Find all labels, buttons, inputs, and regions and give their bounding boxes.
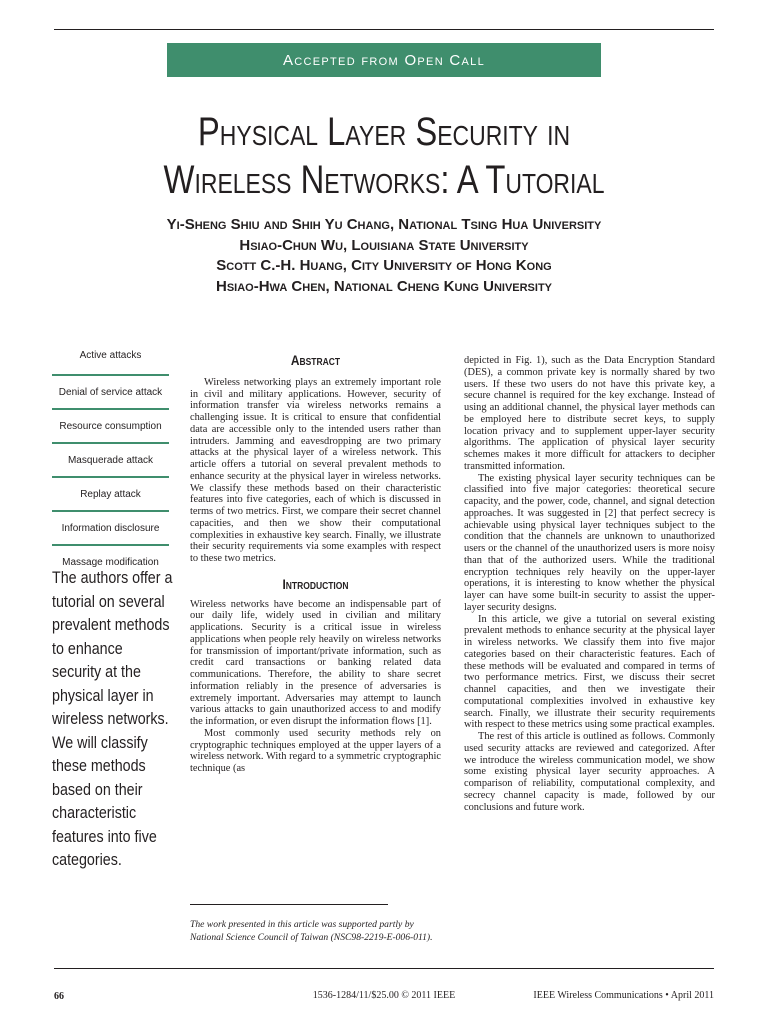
- pull-quote: The authors offer a tutorial on several prevalent methods to enhance security at the physical layer in wireless networks. We will classify these methods based on their characteristic features into five categories.: [52, 568, 173, 869]
- bottom-rule: [54, 968, 714, 969]
- section-banner: Accepted from Open Call: [167, 43, 601, 77]
- top-rule: [54, 29, 714, 30]
- abstract-heading: Abstract: [290, 352, 341, 368]
- title-line-1: Physical Layer Security in: [197, 110, 571, 154]
- attack-list: [52, 350, 169, 578]
- paragraph: In this article, we give a tutorial on several existing prevalent methods to enhance security at the physical layer in wireless networks. We classify them into five major categories based on their characteristic features. Each of these methods will be evaluated and compared in terms of two performance metrics. First, we discuss their secret channel capacities, and then we investigate their computational complexities involved in exhaustive key search. Finally, we illustrate their security requirements with respect to these metrics using some practical examples.: [464, 613, 715, 731]
- author-list: [40, 215, 728, 297]
- author-line: Yi-Sheng Shiu and Shih Yu Chang, National Tsing Hua University: [166, 216, 602, 233]
- paragraph: The existing physical layer security techniques can be classified into five major categories: theoretical secure capacity, and the power, code, channel, and signal detection approaches. It was suggested in [2] that perfect secrecy is achievable using physical layer techniques subject to the condition that the channels are unknown to unauthorized users or the channel of the unauthorized users is more noisy than that of the authorized users. While the traditional encryption techniques rely heavily on the upper-layer operations, it is interesting to know whether the physical layer can have some built-in security to assist the upper-layer security designs.: [464, 472, 715, 613]
- author-line: Hsiao-Chun Wu, Louisiana State University: [239, 236, 529, 254]
- footnote: The work presented in this article was supported partly by National Science Council of Taiwan (NSC98-2219-E-006-011).: [190, 919, 433, 943]
- footnote-rule: [190, 904, 388, 905]
- paragraph: depicted in Fig. 1), such as the Data Encryption Standard (DES), a common private key is normally shared by two users. If these two users do not have this private key, a secure channel is required for the key exchange. Instead of using an additional channel, the physical layer methods can be employed here to distribute secret keys, to supply location privacy and to supplement upper-layer security algorithms. The application of physical layer security schemes makes it more difficult for attackers to decipher transmitted information.: [464, 355, 715, 472]
- attack-item: Active attacks: [52, 350, 169, 376]
- article-title: [118, 108, 649, 204]
- attack-item: Massage modification: [62, 556, 159, 568]
- column-1: [190, 352, 441, 775]
- attack-item: Resource consumption: [52, 410, 169, 444]
- copyright: 1536-1284/11/$25.00 © 2011 IEEE: [312, 990, 456, 1001]
- attack-item: Masquerade attack: [52, 444, 169, 478]
- author-line: Hsiao-Hwa Chen, National Cheng Kung University: [215, 277, 553, 295]
- paragraph: Wireless networks have become an indispensable part of our daily life, widely used in civilian and military applications. Security is a critical issue in wireless applications when people rely heavily on wireless networks for transmission of important/private information, such as credit card transactions or banking related data communications. Therefore, the ability to share secret information reliably in the presence of adversaries is extremely important. Adversaries may attempt to launch various attacks to gain unauthorized access to and modify the information, or even disrupt the information flows [1].: [190, 598, 441, 727]
- author-line: Scott C.-H. Huang, City University of Hong Kong: [216, 257, 552, 274]
- column-2: [464, 355, 715, 813]
- journal-info: IEEE Wireless Communications • April 2011: [533, 990, 714, 1001]
- attack-item: Denial of service attack: [52, 376, 169, 410]
- abstract-text: Wireless networking plays an extremely important role in civil and military applications. However, security of information transfer via wireless networks remains a challenging issue. It is critical to ensure that confidential data are accessible only to the intended users rather than intruders. Jamming and eavesdropping are two primary attacks at the physical layer of a wireless network. This article offers a tutorial on several prevalent methods to enhance security at the physical layer in wireless networks. We classify these methods based on their characteristic features into five categories, each of which is discussed in terms of two metrics. First, we compare their secret channel capacities, and then we show their computational complexities in exhaustive key search. Finally, we illustrate their security requirements via some examples with respect to these two metrics.: [190, 376, 441, 564]
- title-line-2: Wireless Networks: A Tutorial: [163, 158, 605, 202]
- attack-item: Replay attack: [52, 478, 169, 512]
- paragraph: Most commonly used security methods rely on cryptographic techniques employed at the upper layers of a wireless network. With regard to a symmetric cryptographic technique (as: [190, 727, 441, 774]
- attack-item: Information disclosure: [52, 512, 169, 546]
- paragraph: The rest of this article is outlined as follows. Commonly used security attacks are reviewed and categorized. After we introduce the wireless communication model, we show some existing physical layer security approaches. A comparison of reliability, computational complexity, and secrecy channel capacity is made, followed by our conclusions and future work.: [464, 731, 715, 813]
- introduction-heading: Introduction: [282, 575, 349, 592]
- page-number: 66: [54, 991, 64, 1002]
